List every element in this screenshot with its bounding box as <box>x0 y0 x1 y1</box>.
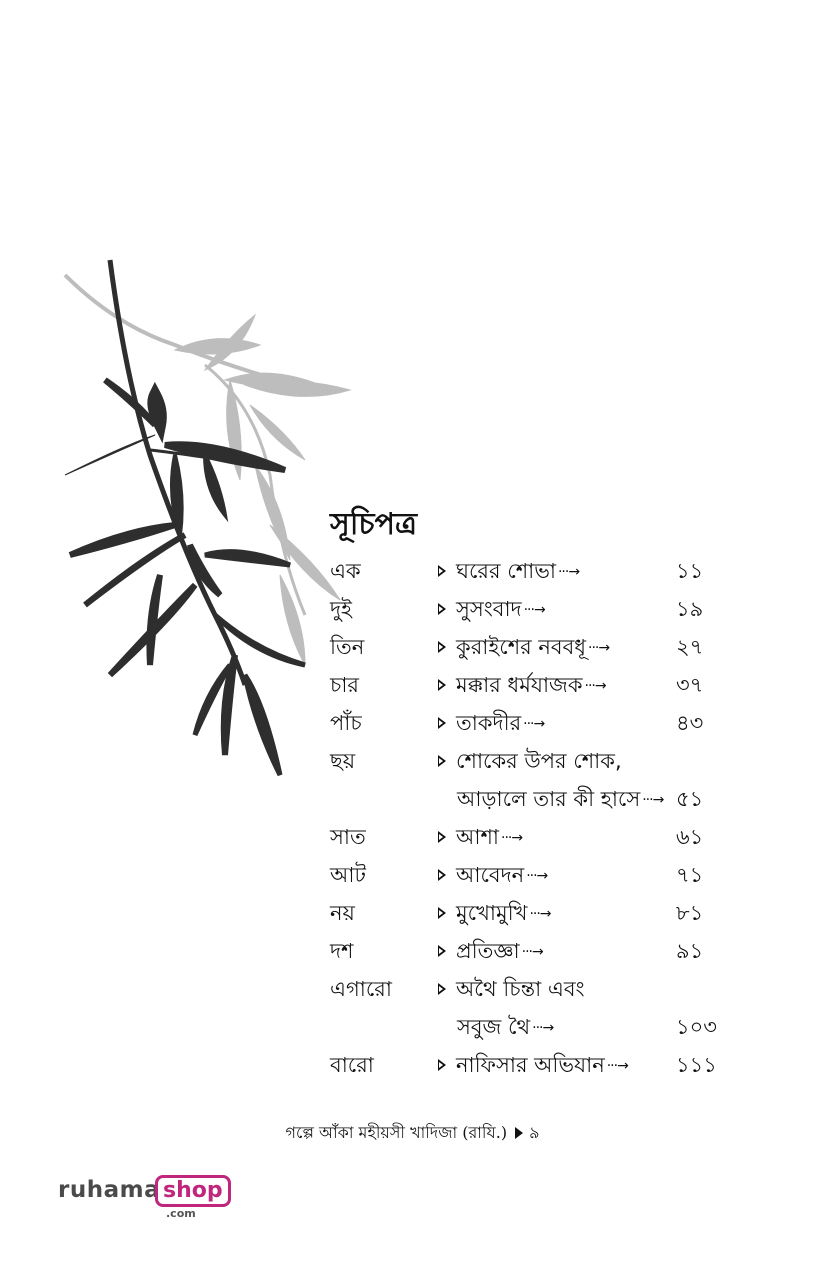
chapter-number: চার <box>330 673 359 697</box>
toc-entry[interactable] <box>330 742 730 818</box>
ruhamashop-logo <box>58 1173 238 1223</box>
toc-entry-line <box>330 590 730 628</box>
chapter-title <box>456 894 551 933</box>
toc-entry[interactable] <box>330 552 730 590</box>
chapter-number: নয় <box>330 901 355 925</box>
page-number: ১১ <box>676 559 704 583</box>
triangle-right-icon <box>438 717 446 729</box>
toc-entry[interactable] <box>330 970 730 1046</box>
chapter-title <box>456 818 522 857</box>
chapter-number: ছয় <box>330 749 356 773</box>
chapter-title-text: সবুজ থৈ <box>457 1015 531 1039</box>
triangle-right-icon <box>438 869 446 881</box>
toc-entry[interactable] <box>330 628 730 666</box>
chapter-title <box>456 742 622 780</box>
logo-text-ruhama: ruhama <box>58 1177 161 1203</box>
chapter-title-text: কুরাইশের নববধূ <box>456 635 587 659</box>
chapter-title <box>456 970 585 1008</box>
triangle-right-icon <box>438 1059 446 1071</box>
dotted-arrow-icon: ···→ <box>588 640 610 656</box>
chapter-title-text: ঘরের শোভা <box>456 559 556 583</box>
chapter-title <box>456 932 543 971</box>
toc-entry-line <box>330 856 730 894</box>
chapter-title <box>456 552 579 591</box>
chapter-title-text: মক্কার ধর্মযাজক <box>456 673 583 697</box>
toc-entry[interactable] <box>330 590 730 628</box>
toc-entry[interactable] <box>330 704 730 742</box>
triangle-right-icon <box>438 565 446 577</box>
chapter-title-text: মুখোমুখি <box>456 901 528 925</box>
chapter-title <box>456 666 606 705</box>
page-number: ৯১ <box>676 939 704 963</box>
page-number: ১১১ <box>676 1053 717 1077</box>
footer-page-number: ৯ <box>529 1123 540 1142</box>
dotted-arrow-icon: ···→ <box>521 944 543 960</box>
toc-entry-line <box>330 552 730 590</box>
chapter-number: পাঁচ <box>330 711 362 735</box>
dotted-arrow-icon: ···→ <box>526 868 548 884</box>
chapter-number: সাত <box>330 825 366 849</box>
triangle-right-icon <box>438 755 446 767</box>
page-number: ৮১ <box>676 901 704 925</box>
triangle-right-icon <box>438 679 446 691</box>
chapter-title <box>457 780 663 819</box>
toc-entry-line <box>330 932 730 970</box>
dotted-arrow-icon: ···→ <box>532 1020 554 1036</box>
footer-book-title: গল্পে আঁকা মহীয়সী খাদিজা (রাযি.) <box>285 1123 508 1142</box>
chapter-title <box>456 628 609 667</box>
chapter-title-text: অথৈ চিন্তা এবং <box>456 977 585 1001</box>
triangle-right-icon <box>438 907 446 919</box>
chapter-title-text: শোকের উপর শোক, <box>456 749 622 773</box>
triangle-right-icon <box>438 983 446 995</box>
page-number: ৩৭ <box>676 673 704 697</box>
bamboo-illustration <box>55 255 355 795</box>
toc-entry-line <box>330 818 730 856</box>
toc-entry-line <box>330 970 730 1008</box>
page-number: ১০৩ <box>676 1015 717 1039</box>
chapter-number: বারো <box>330 1053 374 1077</box>
chapter-title <box>456 1046 628 1085</box>
table-of-contents <box>330 552 730 1084</box>
toc-entry[interactable] <box>330 1046 730 1084</box>
triangle-right-icon <box>438 945 446 957</box>
page-number: ১৯ <box>676 597 704 621</box>
chapter-title-text: প্রতিজ্ঞা <box>456 939 520 963</box>
toc-entry[interactable] <box>330 818 730 856</box>
chapter-title <box>456 704 544 743</box>
toc-entry-line <box>330 894 730 932</box>
toc-entry[interactable] <box>330 856 730 894</box>
triangle-right-icon <box>438 603 446 615</box>
toc-entry-line <box>330 1046 730 1084</box>
dotted-arrow-icon: ···→ <box>606 1058 628 1074</box>
toc-entry-line <box>330 704 730 742</box>
page-number: ৫১ <box>676 787 704 811</box>
triangle-right-icon <box>515 1127 523 1139</box>
toc-entry-line <box>330 742 730 780</box>
page-footer <box>0 1120 825 1147</box>
dotted-arrow-icon: ···→ <box>501 830 523 846</box>
toc-entry-line <box>330 628 730 666</box>
toc-entry[interactable] <box>330 894 730 932</box>
toc-entry-line <box>330 666 730 704</box>
chapter-title-text: সুসংবাদ <box>456 597 522 621</box>
chapter-number: দুই <box>330 597 352 621</box>
chapter-title-text: আড়ালে তার কী হাসে <box>457 787 641 811</box>
toc-entry-line <box>330 1008 730 1046</box>
dotted-arrow-icon: ···→ <box>529 906 551 922</box>
page-number: ৭১ <box>676 863 704 887</box>
dotted-arrow-icon: ···→ <box>557 564 580 580</box>
page-number: ৪৩ <box>676 711 704 735</box>
triangle-right-icon <box>438 831 446 843</box>
chapter-title <box>457 1008 553 1047</box>
toc-entry-line <box>330 780 730 818</box>
logo-text-shop: shop <box>155 1175 231 1207</box>
dotted-arrow-icon: ···→ <box>584 678 606 694</box>
triangle-right-icon <box>438 641 446 653</box>
chapter-number: দশ <box>330 939 354 963</box>
chapter-title-text: আশা <box>456 825 500 849</box>
dotted-arrow-icon: ···→ <box>523 602 545 618</box>
chapter-number: এক <box>330 559 361 583</box>
toc-entry[interactable] <box>330 666 730 704</box>
chapter-title-text: তাকদীর <box>456 711 522 735</box>
dotted-arrow-icon: ···→ <box>642 792 664 808</box>
chapter-number: তিন <box>330 635 365 659</box>
toc-entry[interactable] <box>330 932 730 970</box>
dotted-arrow-icon: ···→ <box>523 716 545 732</box>
page-number: ৬১ <box>676 825 704 849</box>
page-number: ২৭ <box>676 635 704 659</box>
chapter-title-text: আবেদন <box>456 863 525 887</box>
toc-title: সূচিপত্র <box>330 507 417 542</box>
logo-text-com: .com <box>166 1207 196 1220</box>
chapter-title-text: নাফিসার অভিযান <box>456 1053 605 1077</box>
chapter-title <box>456 590 545 629</box>
chapter-number: এগারো <box>330 977 392 1001</box>
chapter-number: আট <box>330 863 366 887</box>
chapter-title <box>456 856 547 895</box>
